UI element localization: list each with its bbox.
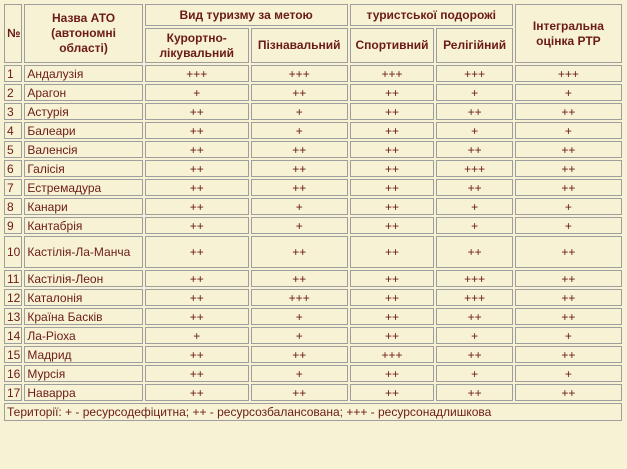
row-sport: ++ <box>350 270 435 287</box>
table-row <box>4 103 622 120</box>
table-row <box>4 65 622 82</box>
table-row <box>4 160 622 177</box>
row-religious: +++ <box>436 289 513 306</box>
row-cognitive: ++ <box>251 141 348 158</box>
header-group-2: туристської подорожі <box>350 4 513 26</box>
row-cognitive: +++ <box>251 65 348 82</box>
row-integral: ++ <box>515 141 622 158</box>
row-religious: ++ <box>436 346 513 363</box>
row-integral: ++ <box>515 179 622 196</box>
row-num: 6 <box>4 160 22 177</box>
row-sport: +++ <box>350 65 435 82</box>
row-name: Країна Басків <box>24 308 142 325</box>
row-religious: + <box>436 327 513 344</box>
row-sport: ++ <box>350 141 435 158</box>
table-row <box>4 327 622 344</box>
row-integral: + <box>515 327 622 344</box>
row-sport: ++ <box>350 198 435 215</box>
table-row <box>4 236 622 268</box>
row-resort: ++ <box>145 289 249 306</box>
row-sport: ++ <box>350 365 435 382</box>
row-resort: ++ <box>145 122 249 139</box>
table-row <box>4 308 622 325</box>
row-num: 13 <box>4 308 22 325</box>
row-sport: ++ <box>350 160 435 177</box>
row-religious: ++ <box>436 236 513 268</box>
header-religious: Релігійний <box>436 28 513 63</box>
row-num: 8 <box>4 198 22 215</box>
table-row <box>4 198 622 215</box>
row-integral: + <box>515 217 622 234</box>
row-resort: ++ <box>145 141 249 158</box>
row-name: Кастілія-Леон <box>24 270 142 287</box>
header-resort: Курортно-лікувальний <box>145 28 249 63</box>
row-cognitive: + <box>251 122 348 139</box>
row-num: 3 <box>4 103 22 120</box>
row-resort: ++ <box>145 365 249 382</box>
row-sport: ++ <box>350 236 435 268</box>
row-resort: ++ <box>145 103 249 120</box>
table-row <box>4 84 622 101</box>
row-integral: + <box>515 84 622 101</box>
row-sport: ++ <box>350 308 435 325</box>
row-name: Канари <box>24 198 142 215</box>
row-cognitive: + <box>251 198 348 215</box>
row-religious: ++ <box>436 179 513 196</box>
row-integral: + <box>515 365 622 382</box>
row-religious: +++ <box>436 160 513 177</box>
row-resort: ++ <box>145 179 249 196</box>
row-num: 7 <box>4 179 22 196</box>
table-row <box>4 384 622 401</box>
row-cognitive: ++ <box>251 236 348 268</box>
table-row <box>4 289 622 306</box>
row-num: 12 <box>4 289 22 306</box>
row-religious: ++ <box>436 141 513 158</box>
table-row <box>4 346 622 363</box>
row-name: Кастілія-Ла-Манча <box>24 236 142 268</box>
row-num: 11 <box>4 270 22 287</box>
row-integral: ++ <box>515 308 622 325</box>
tourism-resources-table <box>2 2 624 423</box>
row-resort: +++ <box>145 65 249 82</box>
row-name: Валенсія <box>24 141 142 158</box>
row-resort: ++ <box>145 217 249 234</box>
row-name: Балеари <box>24 122 142 139</box>
row-sport: ++ <box>350 103 435 120</box>
table-row <box>4 141 622 158</box>
header-name: Назва АТО (автономні області) <box>24 4 142 63</box>
row-num: 17 <box>4 384 22 401</box>
row-name: Галісія <box>24 160 142 177</box>
row-name: Андалузія <box>24 65 142 82</box>
row-integral: ++ <box>515 103 622 120</box>
row-sport: ++ <box>350 289 435 306</box>
header-sport: Спортивний <box>350 28 435 63</box>
row-num: 1 <box>4 65 22 82</box>
row-sport: ++ <box>350 179 435 196</box>
row-religious: ++ <box>436 308 513 325</box>
row-integral: ++ <box>515 346 622 363</box>
row-sport: ++ <box>350 217 435 234</box>
row-cognitive: +++ <box>251 289 348 306</box>
row-sport: +++ <box>350 346 435 363</box>
row-num: 2 <box>4 84 22 101</box>
row-resort: ++ <box>145 308 249 325</box>
row-resort: ++ <box>145 270 249 287</box>
row-religious: + <box>436 122 513 139</box>
row-resort: ++ <box>145 160 249 177</box>
row-cognitive: ++ <box>251 270 348 287</box>
row-num: 15 <box>4 346 22 363</box>
row-name: Арагон <box>24 84 142 101</box>
legend-row <box>4 403 622 421</box>
row-name: Кантабрія <box>24 217 142 234</box>
row-num: 14 <box>4 327 22 344</box>
row-name: Мурсія <box>24 365 142 382</box>
row-resort: ++ <box>145 346 249 363</box>
row-religious: + <box>436 365 513 382</box>
row-sport: ++ <box>350 384 435 401</box>
row-num: 16 <box>4 365 22 382</box>
row-integral: ++ <box>515 270 622 287</box>
row-cognitive: ++ <box>251 84 348 101</box>
row-resort: ++ <box>145 236 249 268</box>
row-name: Ла-Ріоха <box>24 327 142 344</box>
row-resort: ++ <box>145 384 249 401</box>
row-integral: +++ <box>515 65 622 82</box>
row-religious: + <box>436 217 513 234</box>
row-cognitive: ++ <box>251 346 348 363</box>
row-integral: ++ <box>515 236 622 268</box>
table-row <box>4 365 622 382</box>
row-integral: + <box>515 122 622 139</box>
header-group-1: Вид туризму за метою <box>145 4 348 26</box>
row-religious: +++ <box>436 65 513 82</box>
row-num: 9 <box>4 217 22 234</box>
row-name: Естремадура <box>24 179 142 196</box>
header-num: № <box>4 4 22 63</box>
row-religious: + <box>436 84 513 101</box>
row-name: Каталонія <box>24 289 142 306</box>
legend-text: Території: + - ресурсодефіцитна; ++ - ресурсозбалансована; +++ - ресурсонадлишкова <box>4 403 622 421</box>
table-row <box>4 179 622 196</box>
row-religious: +++ <box>436 270 513 287</box>
row-num: 5 <box>4 141 22 158</box>
table-row <box>4 122 622 139</box>
header-integral: Інтегральна оцінка РТР <box>515 4 622 63</box>
row-resort: + <box>145 327 249 344</box>
row-cognitive: + <box>251 365 348 382</box>
row-num: 10 <box>4 236 22 268</box>
header-cognitive: Пізнавальний <box>251 28 348 63</box>
table-row <box>4 270 622 287</box>
row-name: Астурія <box>24 103 142 120</box>
row-religious: + <box>436 198 513 215</box>
row-name: Мадрид <box>24 346 142 363</box>
row-cognitive: ++ <box>251 384 348 401</box>
row-cognitive: ++ <box>251 179 348 196</box>
row-resort: + <box>145 84 249 101</box>
row-cognitive: + <box>251 217 348 234</box>
row-resort: ++ <box>145 198 249 215</box>
row-sport: ++ <box>350 84 435 101</box>
row-num: 4 <box>4 122 22 139</box>
row-religious: ++ <box>436 384 513 401</box>
row-integral: ++ <box>515 384 622 401</box>
row-religious: ++ <box>436 103 513 120</box>
row-name: Наварра <box>24 384 142 401</box>
row-integral: + <box>515 198 622 215</box>
row-cognitive: + <box>251 327 348 344</box>
row-cognitive: + <box>251 103 348 120</box>
row-sport: ++ <box>350 122 435 139</box>
row-sport: ++ <box>350 327 435 344</box>
row-cognitive: ++ <box>251 160 348 177</box>
row-cognitive: + <box>251 308 348 325</box>
table-row <box>4 217 622 234</box>
row-integral: ++ <box>515 160 622 177</box>
row-integral: ++ <box>515 289 622 306</box>
